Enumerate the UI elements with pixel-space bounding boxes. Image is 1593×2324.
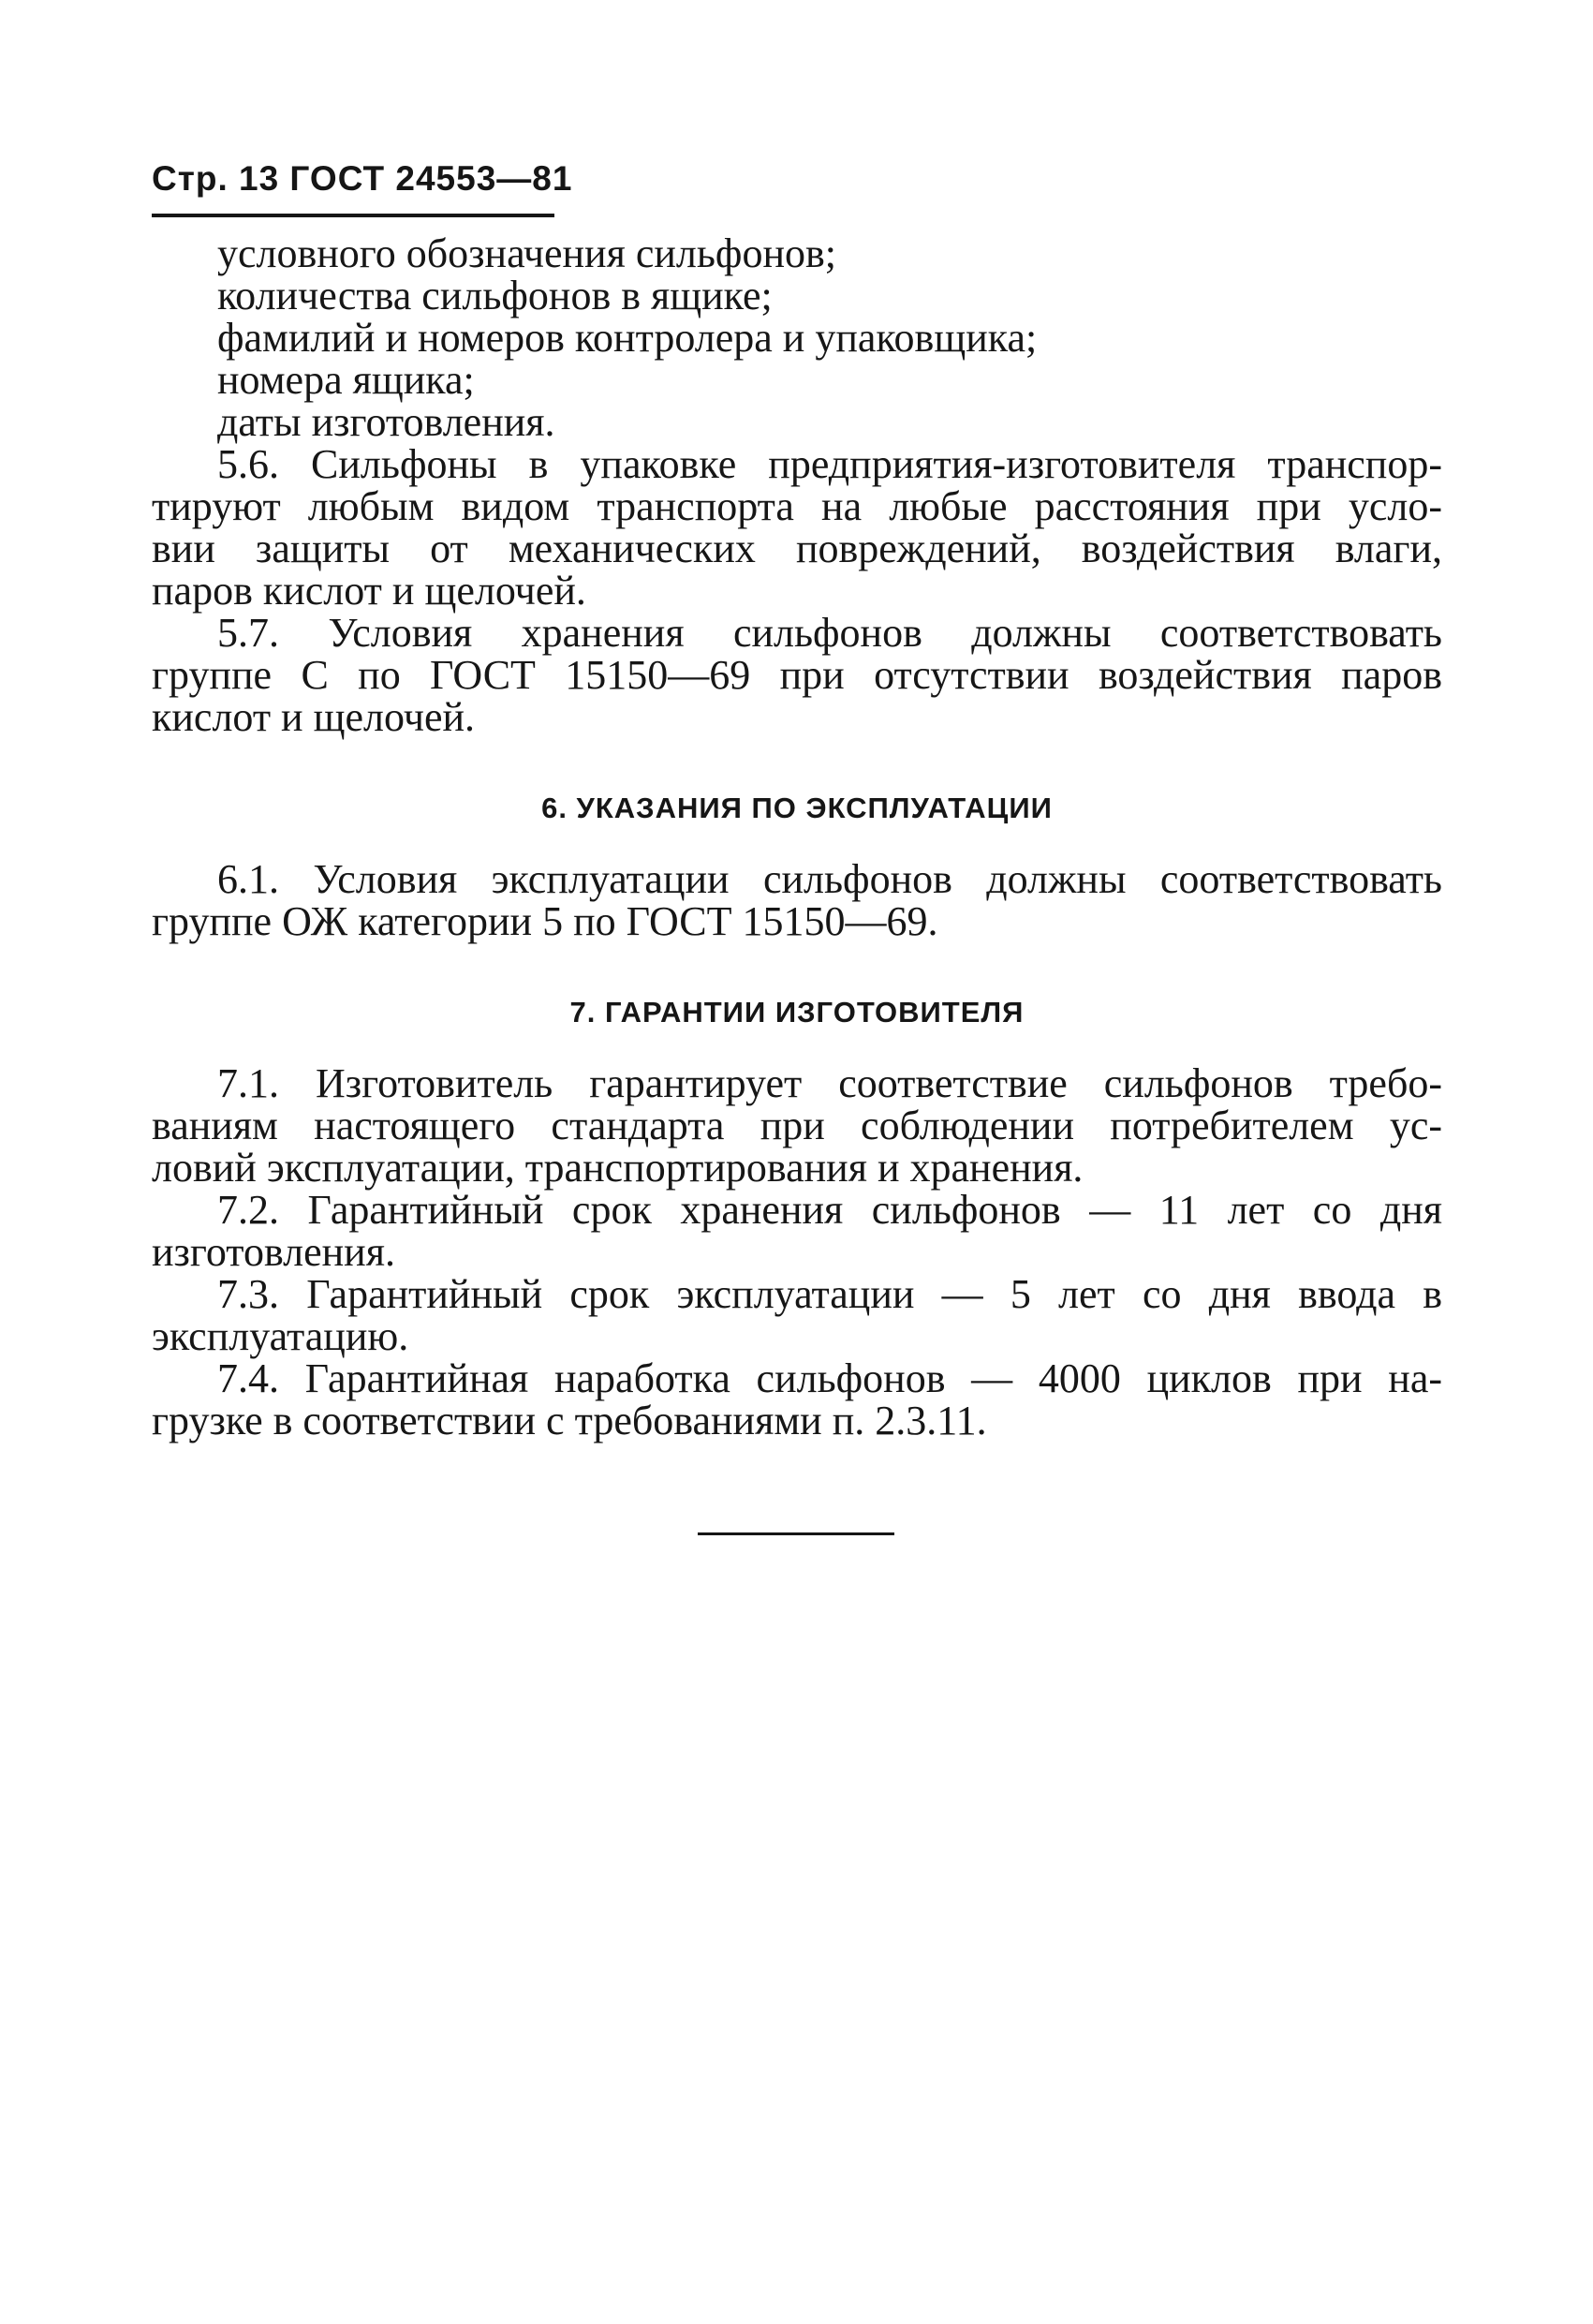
paragraph-7-1 xyxy=(152,1062,1442,1189)
list-item: фамилий и номеров контролера и упаковщика; xyxy=(217,315,1038,361)
section-6-heading: 6. УКАЗАНИЯ ПО ЭКСПЛУАТАЦИИ xyxy=(541,792,1053,824)
paragraph-5-7 xyxy=(152,612,1442,738)
end-of-text-rule xyxy=(698,1532,894,1535)
paragraph-7-3 xyxy=(152,1273,1442,1357)
paragraph-7-2 xyxy=(152,1189,1442,1273)
list-item: количества сильфонов в ящике; xyxy=(217,273,773,318)
paragraph-line: ваниям настоящего стандарта при соблюдении потребителем ус- xyxy=(152,1103,1442,1148)
paragraph-line: эксплуатацию. xyxy=(152,1313,409,1359)
list-item: даты изготовления. xyxy=(217,399,555,445)
page-header: Стр. 13 ГОСТ 24553—81 xyxy=(152,159,573,198)
paragraph-line: тируют любым видом транспорта на любые расстояния при усло- xyxy=(152,483,1442,529)
section-7-heading: 7. ГАРАНТИИ ИЗГОТОВИТЕЛЯ xyxy=(569,996,1025,1029)
paragraph-line: ловий эксплуатации, транспортирования и хранения. xyxy=(152,1145,1084,1191)
paragraph-line: 5.7. Условия хранения сильфонов должны соответствовать xyxy=(217,610,1442,656)
paragraph-line: 7.1. Изготовитель гарантирует соответствие сильфонов требо- xyxy=(217,1060,1442,1106)
list-item: номера ящика; xyxy=(217,357,475,403)
paragraph-line: 7.3. Гарантийный срок эксплуатации — 5 лет со дня ввода в xyxy=(217,1271,1442,1317)
paragraph-line: паров кислот и щелочей. xyxy=(152,568,586,614)
paragraph-line: 7.4. Гарантийная наработка сильфонов — 4000 циклов при на- xyxy=(217,1355,1442,1401)
paragraph-line: 5.6. Сильфоны в упаковке предприятия-изготовителя транспор- xyxy=(217,441,1442,487)
paragraph-line: грузке в соответствии с требованиями п. 2.3.11. xyxy=(152,1398,987,1443)
paragraph-6-1 xyxy=(152,858,1442,942)
paragraph-line: изготовления. xyxy=(152,1229,395,1275)
paragraph-line: вии защиты от механических повреждений, воздействия влаги, xyxy=(152,525,1442,571)
paragraph-line: группе ОЖ категории 5 по ГОСТ 15150—69. xyxy=(152,898,938,944)
page-content xyxy=(152,232,1442,1442)
packing-list xyxy=(152,232,1442,443)
paragraph-line: группе С по ГОСТ 15150—69 при отсутствии воздействия паров xyxy=(152,652,1442,698)
paragraph-5-6 xyxy=(152,443,1442,612)
header-underline xyxy=(152,214,554,217)
paragraph-line: 6.1. Условия эксплуатации сильфонов должны соответствовать xyxy=(217,856,1442,902)
paragraph-7-4 xyxy=(152,1357,1442,1442)
list-item: условного обозначения сильфонов; xyxy=(217,230,836,276)
paragraph-line: кислот и щелочей. xyxy=(152,694,476,740)
paragraph-line: 7.2. Гарантийный срок хранения сильфонов — 11 лет со дня xyxy=(217,1187,1442,1233)
